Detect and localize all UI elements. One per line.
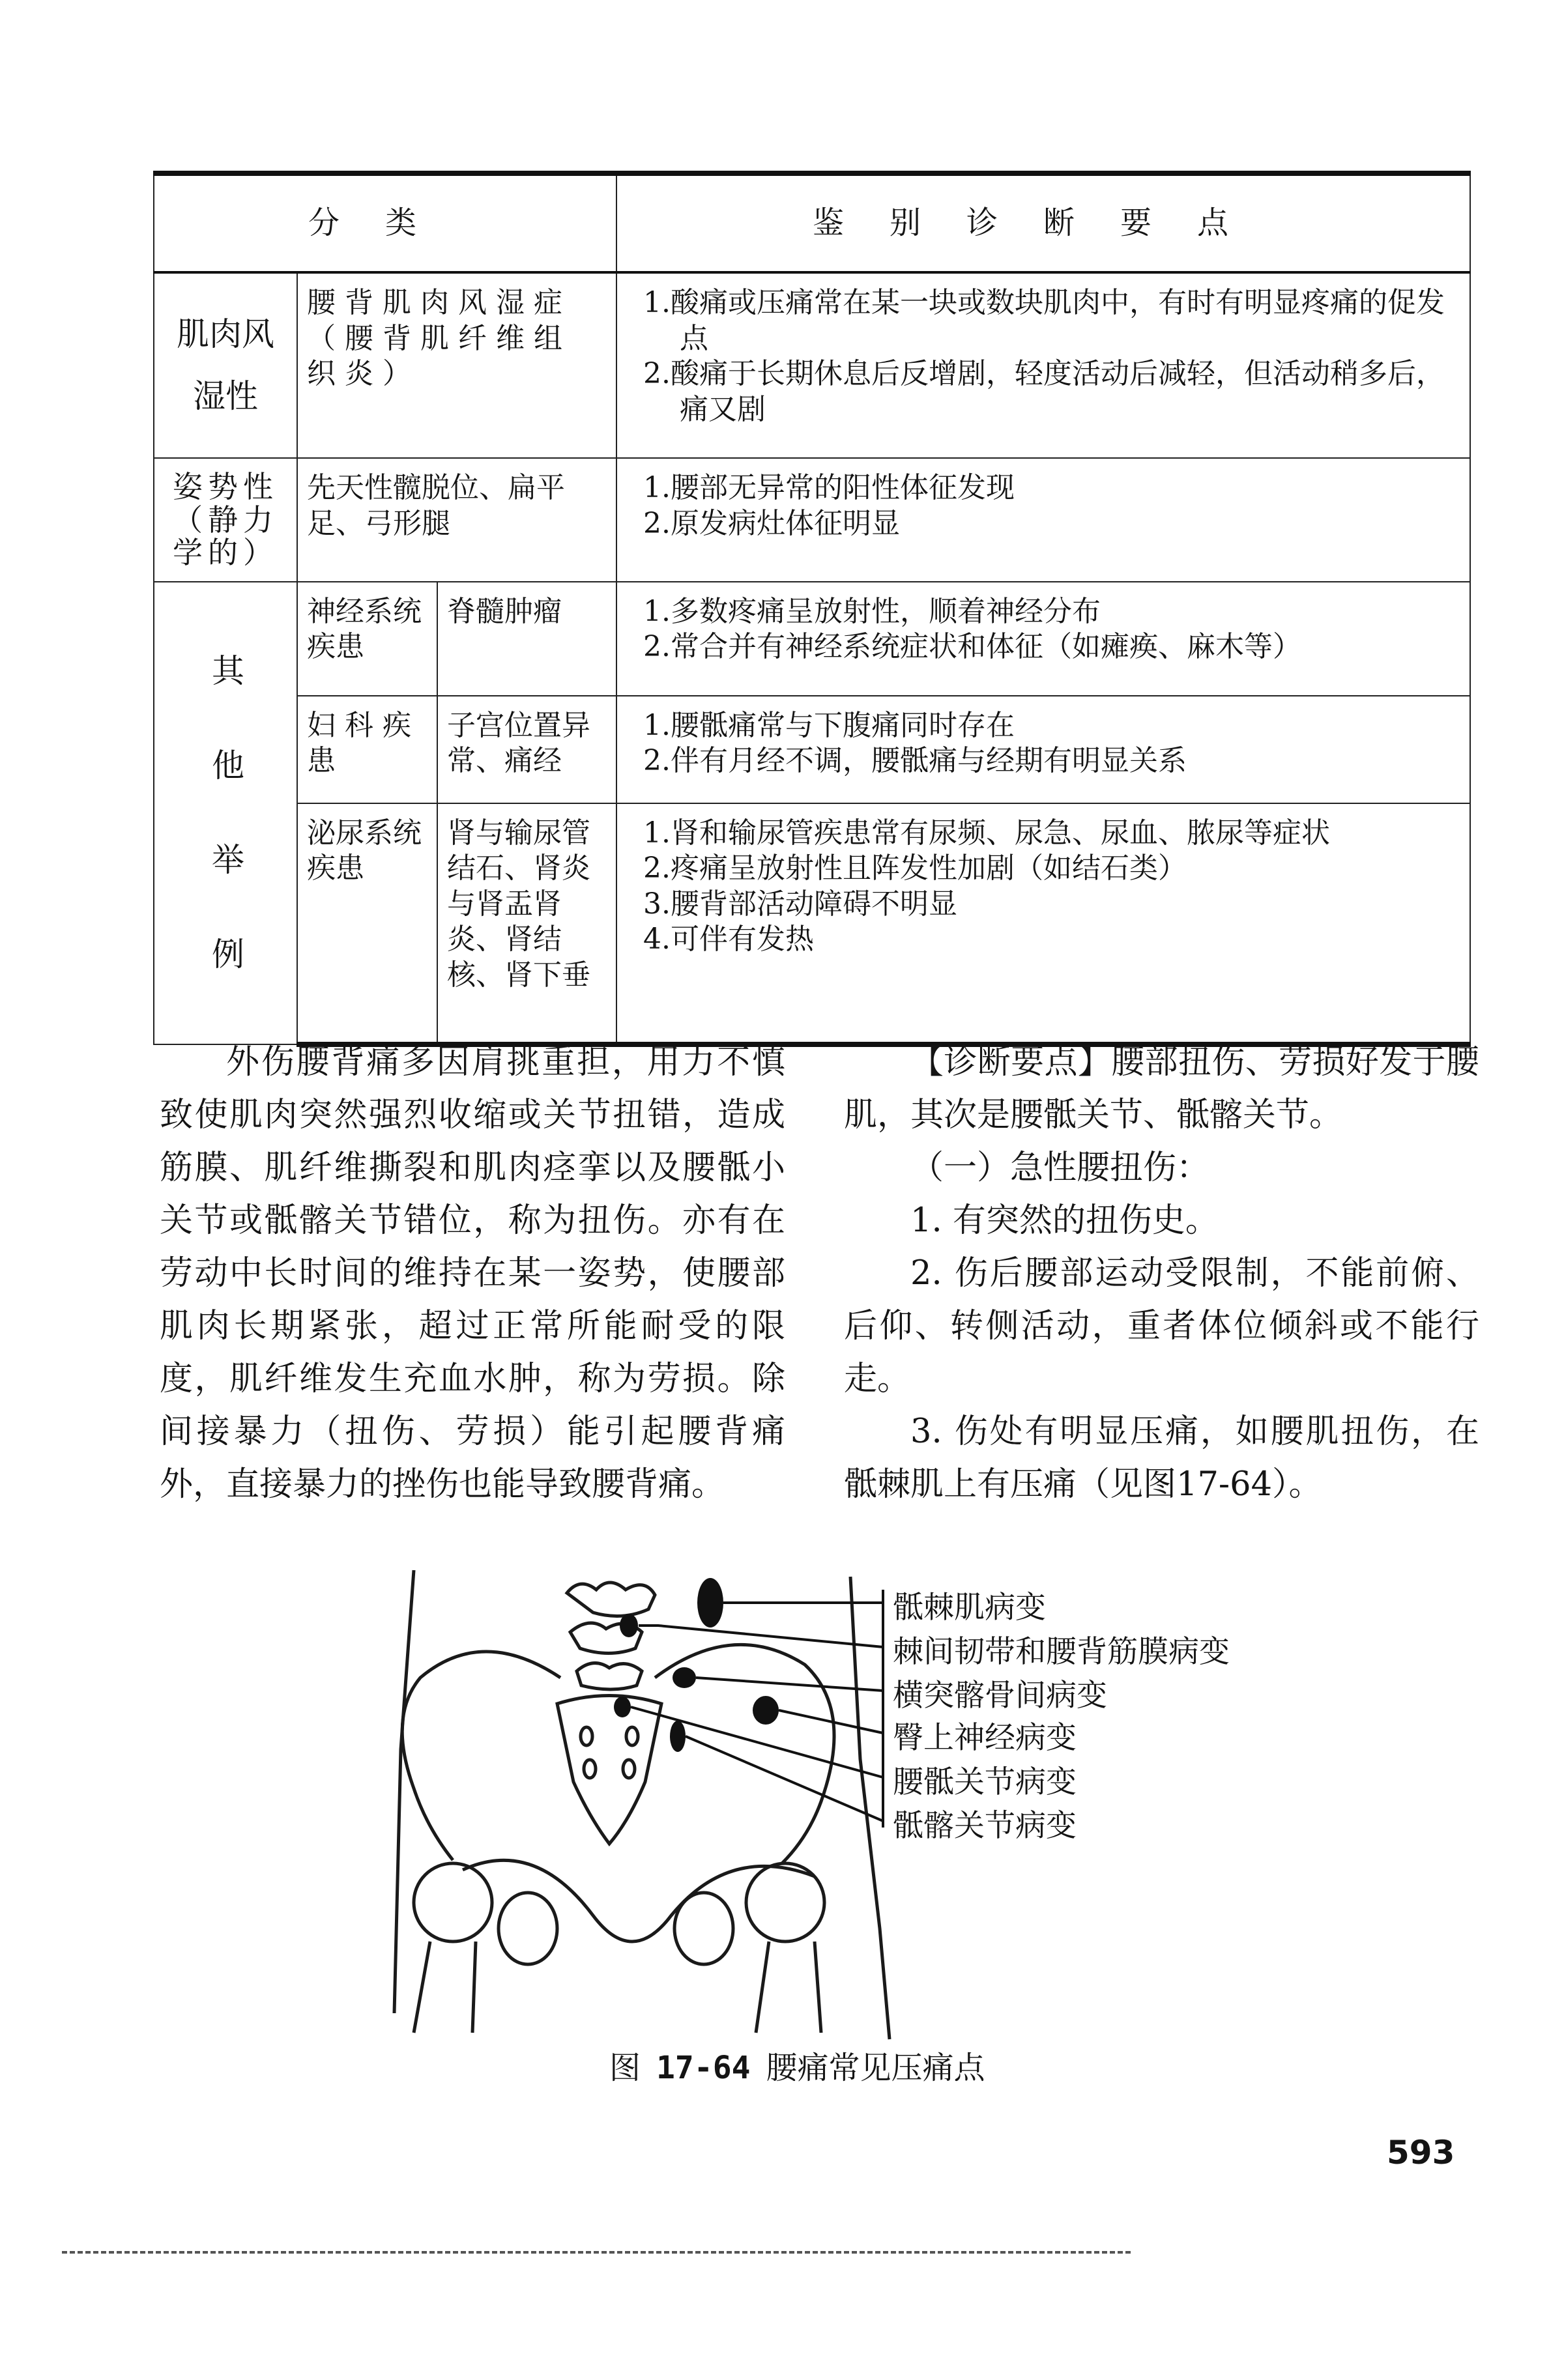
callout-label: 横突髂骨间病变 [893, 1678, 1107, 1713]
tender-point-marker [753, 1696, 779, 1725]
criteria-line: 1.肾和输尿管疾患常有尿频、尿急、尿血、脓尿等症状 [643, 816, 1330, 850]
diagnosis-intro [844, 1036, 1479, 1141]
table-row [154, 803, 1470, 1044]
subtype-cell: 腰背肌肉风湿症（腰背肌纤维组织炎） [297, 272, 616, 458]
system-cell: 神经系统疾患 [297, 582, 437, 696]
femur-head-left [414, 1863, 492, 1942]
obturator-foramen-left [499, 1893, 557, 1964]
criteria-line: 2.常合并有神经系统症状和体征（如瘫痪、麻木等） [643, 630, 1301, 664]
header-criteria: 鉴别诊断要点 [616, 173, 1470, 272]
criteria-line: 1.腰骶痛常与下腹痛同时存在 [643, 708, 1015, 742]
caption-number: 17-64 [656, 2050, 751, 2086]
criteria-cell [616, 582, 1470, 696]
figure-17-64 [365, 1564, 1499, 2059]
criteria-line: 3.腰背部活动障碍不明显 [643, 887, 957, 921]
body-outline-left [394, 1570, 414, 2013]
criteria-line: 2.疼痛呈放射性且阵发性加剧（如结石类） [643, 852, 1187, 885]
table-row [154, 582, 1470, 696]
criteria-line: 2.酸痛于长期休息后反增剧，轻度活动后减轻，但活动稍多后，痛又剧 [643, 357, 1445, 426]
footer-rule [62, 2251, 1131, 2254]
caption-text: 腰痛常见压痛点 [766, 2050, 985, 2086]
group-rheumatic: 肌肉风湿性 [154, 272, 297, 458]
sacral-foramen [626, 1727, 638, 1745]
obturator-foramen-right [674, 1893, 733, 1964]
disease-cell: 子宫位置异常、痛经 [437, 696, 616, 803]
subtype-cell: 先天性髋脱位、扁平足、弓形腿 [297, 458, 616, 582]
body-paragraph: 外伤腰背痛多因肩挑重担，用力不慎致使肌肉突然强烈收缩或关节扭错，造成筋膜、肌纤维撕裂和肌肉痉挛以及腰骶小关节或骶髂关节错位，称为扭伤。亦有在劳动中长时间的维持在某一姿势，使腰部肌肉长期紧张，超过正常所能耐受的限度，肌纤维发生充血水肿，称为劳损。除间接暴力（扭伤、劳损）能引起腰背痛外，直接暴力的挫伤也能导致腰背痛。 [160, 1043, 785, 1504]
header-category: 分类 [154, 173, 616, 272]
differential-diagnosis-table [153, 171, 1471, 1047]
page-number: 593 [1387, 2134, 1455, 2172]
sacral-foramen [581, 1727, 592, 1745]
femur-shaft-left [414, 1942, 476, 2033]
leader-line [639, 1626, 883, 1647]
callout-label: 骶髂关节病变 [893, 1808, 1077, 1844]
criteria-line: 2.原发病灶体征明显 [643, 506, 900, 540]
figure-caption [609, 2043, 985, 2087]
callout-label: 腰骶关节病变 [893, 1764, 1077, 1800]
criteria-cell [616, 696, 1470, 803]
tender-point-marker [614, 1697, 631, 1717]
disease-cell: 脊髓肿瘤 [437, 582, 616, 696]
list-item: 1. 有突然的扭伤史。 [910, 1201, 1219, 1240]
sacral-foramen [623, 1760, 635, 1778]
table-row [154, 458, 1470, 582]
tender-point-marker [673, 1667, 696, 1688]
criteria-line: 4.可伴有发热 [643, 923, 814, 956]
sacral-foramen [584, 1760, 596, 1778]
group-other: 其他举例 [154, 582, 297, 1044]
vertebra-shape [577, 1663, 642, 1689]
callout-label: 棘间韧带和腰背筋膜病变 [893, 1634, 1230, 1670]
right-text-column [844, 1036, 1479, 1511]
callout-label: 臀上神经病变 [893, 1720, 1077, 1756]
list-item: 2. 伤后腰部运动受限制，不能前俯、后仰、转侧活动，重者体位倾斜或不能行走。 [844, 1254, 1479, 1398]
criteria-cell [616, 458, 1470, 582]
table-header-row [154, 173, 1470, 272]
diagnosis-intro-text: 腰部扭伤、劳损好发于腰肌，其次是腰骶关节、骶髂关节。 [844, 1043, 1479, 1134]
criteria-line: 1.酸痛或压痛常在某一块或数块肌肉中，有时有明显疼痛的促发点 [643, 286, 1445, 355]
criteria-line: 2.伴有月经不调，腰骶痛与经期有明显关系 [643, 744, 1187, 778]
vertebra-shape [567, 1583, 655, 1616]
tender-point-marker [670, 1721, 686, 1752]
callout-label: 骶棘肌病变 [893, 1590, 1046, 1626]
caption-prefix: 图 [609, 2050, 641, 2086]
group-postural: 姿势性（静力学的） [154, 458, 297, 582]
disease-cell: 肾与输尿管结石、肾炎与肾盂肾炎、肾结核、肾下垂 [437, 803, 616, 1044]
section-heading: （一）急性腰扭伤： [910, 1149, 1210, 1187]
tender-point-marker [620, 1614, 638, 1637]
femur-shaft-right [756, 1942, 821, 2033]
criteria-cell [616, 272, 1470, 458]
system-cell: 妇科疾患 [297, 696, 437, 803]
femur-head-right [746, 1863, 824, 1942]
sacrum-shape [557, 1696, 661, 1844]
criteria-cell [616, 803, 1470, 1044]
tender-point-marker [697, 1578, 723, 1627]
criteria-line: 1.多数疼痛呈放射性，顺着神经分布 [643, 594, 1101, 628]
diagnosis-heading: 【诊断要点】 [910, 1043, 1112, 1082]
left-text-column [160, 1036, 785, 1511]
table-row [154, 696, 1470, 803]
table-row [154, 272, 1470, 458]
list-item: 3. 伤处有明显压痛，如腰肌扭伤，在骶棘肌上有压痛（见图17-64）。 [844, 1412, 1479, 1504]
iliac-crest-left [402, 1652, 560, 1860]
criteria-line: 1.腰部无异常的阳性体征发现 [643, 471, 1015, 504]
system-cell: 泌尿系统疾患 [297, 803, 437, 1044]
